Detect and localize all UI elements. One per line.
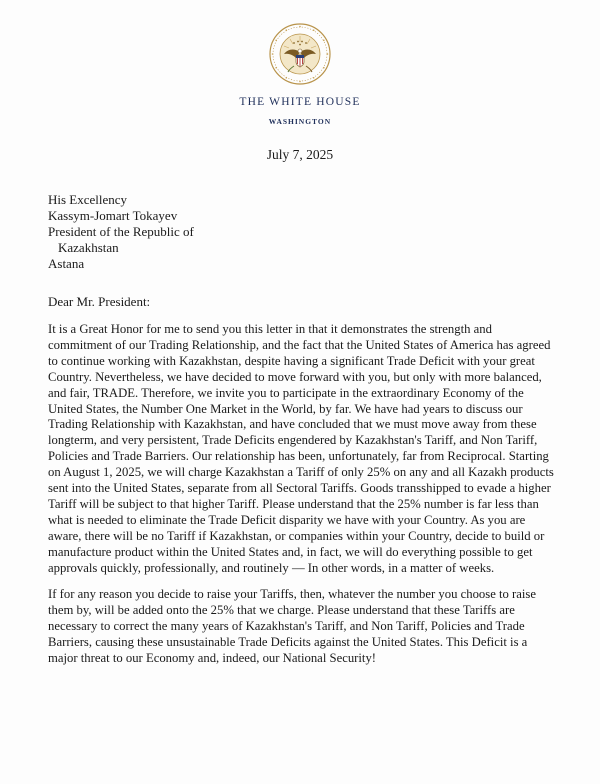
recipient-line-2: Kassym-Jomart Tokayev xyxy=(48,208,178,223)
letterhead-subtitle: WASHINGTON xyxy=(268,117,332,126)
recipient-line-4: Kazakhstan xyxy=(58,240,119,255)
presidential-seal-icon xyxy=(268,22,332,86)
recipient-address xyxy=(48,192,194,272)
recipient-line-1: His Excellency xyxy=(48,192,128,207)
recipient-line-5: Astana xyxy=(48,256,85,271)
letterhead-title: THE WHITE HOUSE xyxy=(239,96,361,108)
body-paragraph-1: It is a Great Honor for me to send you this letter in that it demonstrates the strength and commitment of our Trading Relationship, and the fact that the United States of America has agreed to continue working with Kazakhstan, despite having a significant Trade Deficit with your great Country. Nevertheless, we have decided to move forward with you, but only with more balanced, and fair, TRADE. Therefore, we invite you to participate in the extraordinary Economy of the United States, the Number One Market in the World, by far. We have had years to discuss our Trading Relationship with Kazakhstan, and have concluded that we must move away from these longterm, and very persistent, Trade Deficits engendered by Kazakhstan's Tariff, and Non Tariff, Policies and Trade Barriers. Our relationship has been, unfortunately, far from Reciprocal. Starting on August 1, 2025, we will charge Kazakhstan a Tariff of only 25% on any and all Kazakh products sent into the United States, separate from all Sectoral Tariffs. Goods transshipped to evade a higher Tariff will be subject to that higher Tariff. Please understand that the 25% number is far less than what is needed to eliminate the Trade Deficit disparity we have with your Country. As you are aware, there will be no Tariff if Kazakhstan, or companies within your Country, decide to build or manufacture product within the United States and, in fact, we will do everything possible to get approvals quickly, professionally, and routinely — In other words, in a matter of weeks. xyxy=(48,322,554,575)
recipient-line-3: President of the Republic of xyxy=(48,224,194,239)
letter-date: July 7, 2025 xyxy=(266,147,334,162)
body-paragraph-2: If for any reason you decide to raise your Tariffs, then, whatever the number you choose to raise them by, will be added onto the 25% that we charge. Please understand that these Tariffs are necessary to correct the many years of Kazakhstan's Tariff, and Non Tariff, Policies and Trade Barriers, causing these unsustainable Trade Deficits against the United States. This Deficit is a major threat to our Economy and, indeed, our National Security! xyxy=(48,587,537,665)
salutation: Dear Mr. President: xyxy=(48,294,151,309)
